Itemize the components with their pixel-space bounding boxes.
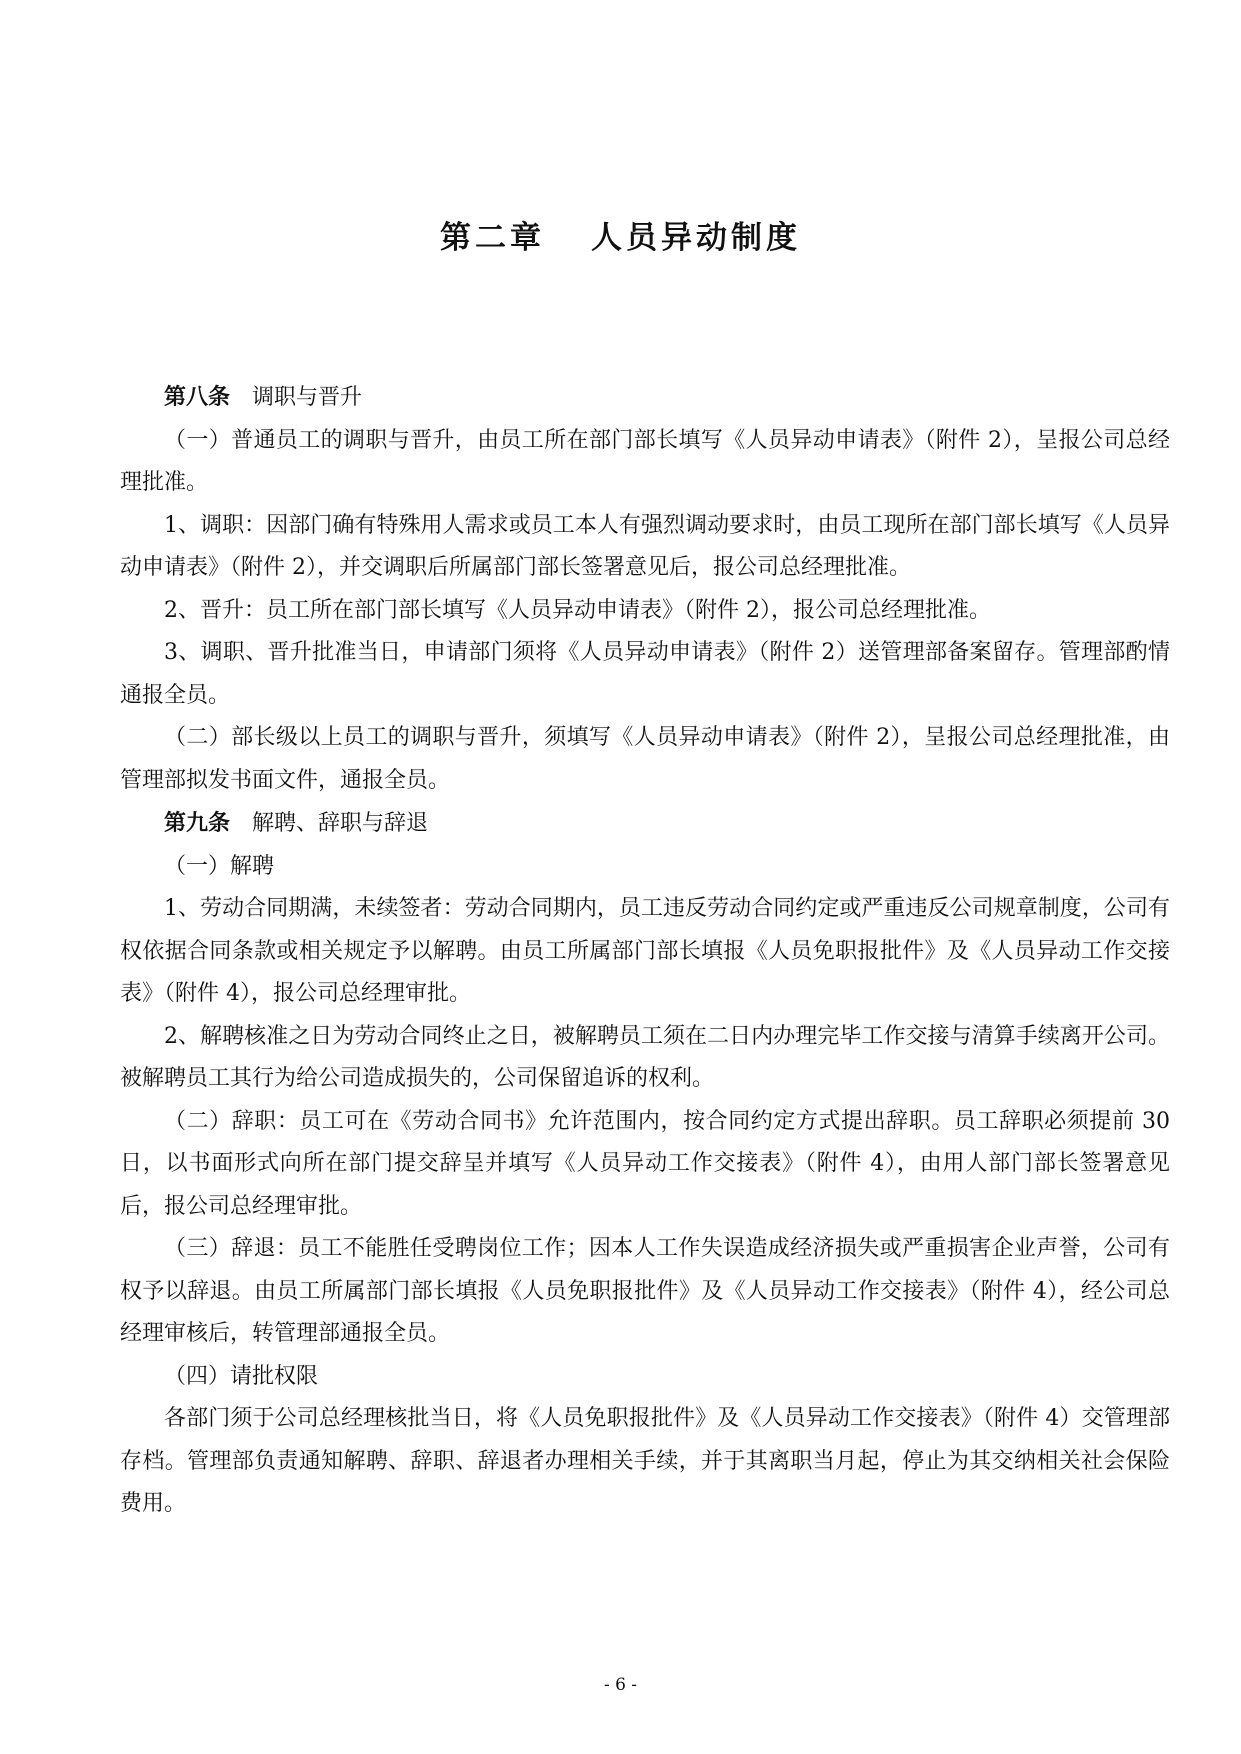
article-number: 第九条	[164, 810, 231, 836]
paragraph: （四）请批权限	[164, 1363, 319, 1389]
chapter-number: 第二章	[440, 220, 545, 256]
paragraph: （二）辞职：员工可在《劳动合同书》允许范围内，按合同约定方式提出辞职。员工辞职必须提前 30 日，以书面形式向所在部门提交辞呈并填写《人员异动工作交接表》（附件 4），由用人部门部长签署意见后，报公司总经理审批。	[120, 1108, 1170, 1219]
article-title: 解聘、辞职与辞退	[252, 811, 429, 836]
chapter-name: 人员异动制度	[591, 220, 801, 256]
paragraph: （一）解聘	[164, 853, 275, 879]
page-number: - 6 -	[603, 1675, 638, 1695]
document-body	[120, 376, 1170, 1526]
paragraph: 1、调职：因部门确有特殊用人需求或员工本人有强烈调动要求时，由员工现所在部门部长填写《人员异动申请表》（附件 2），并交调职后所属部门部长签署意见后，报公司总经理批准。	[120, 512, 1170, 580]
paragraph: 2、晋升：员工所在部门部长填写《人员异动申请表》（附件 2），报公司总经理批准。	[164, 597, 991, 623]
paragraph: 1、劳动合同期满，未续签者：劳动合同期内，员工违反劳动合同约定或严重违反公司规章制度，公司有权依据合同条款或相关规定予以解聘。由员工所属部门部长填报《人员免职报批件》及《人员异动工作交接表》（附件 4），报公司总经理审批。	[120, 896, 1170, 1006]
article-heading-9	[120, 802, 1170, 846]
paragraph: 各部门须于公司总经理核批当日，将《人员免职报批件》及《人员异动工作交接表》（附件 4）交管理部存档。管理部负责通知解聘、辞职、辞退者办理相关手续，并于其离职当月起，停止为其交纳相关社会保险费用。	[120, 1406, 1170, 1516]
article-number: 第八条	[164, 384, 231, 410]
paragraph: （一）普通员工的调职与晋升，由员工所在部门部长填写《人员异动申请表》（附件 2），呈报公司总经理批准。	[120, 427, 1170, 495]
paragraph: 3、调职、晋升批准当日，申请部门须将《人员异动申请表》（附件 2）送管理部备案留存。管理部酌情通报全员。	[120, 640, 1170, 708]
article-title: 调职与晋升	[252, 385, 363, 410]
paragraph: （二）部长级以上员工的调职与晋升，须填写《人员异动申请表》（附件 2），呈报公司总经理批准，由管理部拟发书面文件，通报全员。	[120, 725, 1170, 793]
paragraph: （三）辞退：员工不能胜任受聘岗位工作；因本人工作失误造成经济损失或严重损害企业声誉，公司有权予以辞退。由员工所属部门部长填报《人员免职报批件》及《人员异动工作交接表》（附件 4），经公司总经理审核后，转管理部通报全员。	[120, 1236, 1170, 1346]
paragraph: 2、解聘核准之日为劳动合同终止之日，被解聘员工须在二日内办理完毕工作交接与清算手续离开公司。被解聘员工其行为给公司造成损失的，公司保留追诉的权利。	[120, 1023, 1170, 1091]
article-heading-8	[120, 376, 1170, 420]
chapter-title	[0, 216, 1241, 260]
